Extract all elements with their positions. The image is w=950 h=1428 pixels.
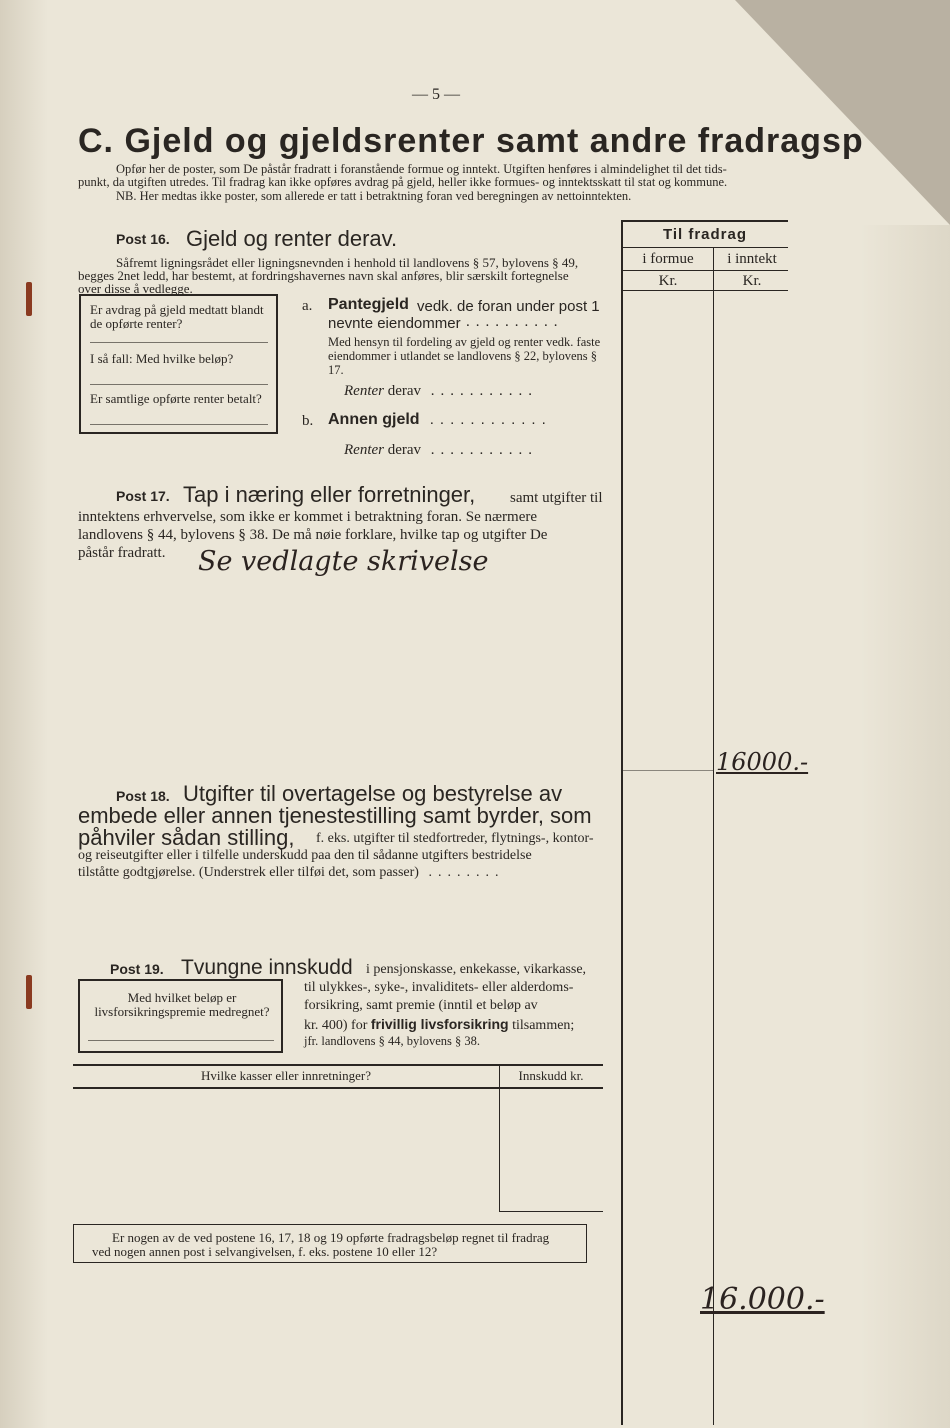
post16-label: Post 16. xyxy=(116,231,170,247)
post18-label: Post 18. xyxy=(116,788,170,804)
unit-kr-inntekt: Kr. xyxy=(742,273,762,289)
answer-line xyxy=(90,424,268,425)
page-number: — 5 — xyxy=(412,86,460,103)
post18-text-3: tilståtte godtgjørelse. (Understrek eller tilføi det, som passer) xyxy=(78,865,419,880)
post18-title-1: Utgifter til overtagelse og bestyrelse av xyxy=(183,781,563,806)
post17-handwritten-note: Se vedlagte skrivelse xyxy=(198,546,489,577)
post19-col-innskudd: Innskudd kr. xyxy=(518,1068,584,1083)
col-formue: i formue xyxy=(642,251,694,267)
post19-text-3: forsikring, samt premie (inntil et beløp av xyxy=(304,998,538,1013)
unit-kr-formue: Kr. xyxy=(658,273,678,289)
footer-line-2: ved nogen annen post i selvangivelsen, f. eks. postene 10 eller 12? xyxy=(92,1244,438,1259)
post19-table-top xyxy=(73,1064,603,1066)
binding-pin xyxy=(26,282,32,316)
post16-text-2: begges 2net ledd, har bestemt, at fordringshavernes navn skal anføres, blir særskilt fortegnelse xyxy=(78,268,569,283)
form-page: — 5 — C. Gjeld og gjeldsrenter samt andre fradragsp Opfør her de poster, som De påstår fradratt i foranstående formue og inntekt. Utgiften henføres i almindelighet til det tids- punkt, da utgiften utredes. Til fradrag kan ikke opføres avdrag på gjeld, heller ikke formues- og inntektsskatt til stat og kommune. NB. Her medtas ikke poster, som allerede er tatt i betraktning foran ved beregningen av nettoinntekten. Til fradrag i formue i inntekt Kr. Kr. Post 16. Gjeld og renter derav. Såfremt ligningsrådet eller ligningsnevnden i henhold til landlovens § 57, bylovens § 49, begges 2net ledd, har bestemt, at fordringshavernes navn skal anføres, blir særskilt fortegnelse over disse å vedlegge. Er avdrag på gjeld medtatt blandt de opførte renter? I så fall: Med hvilke beløp? Er samtlige opførte renter betalt? a. Pantegjeld vedk. de foran under post 1 nevnte eiendommer .......... Med hensyn til fordeling av gjeld og renter vedk. faste eiendommer i utlandet se landlovens § 22, bylovens § 17. Renter derav ........... b. Annen gjeld ............ Renter derav ........... Post 17. Tap i næring eller forretninger, samt utgifter til inntektens erhvervelse, som ikke er kommet i betraktning foran. Se nærmere landlovens § 44, bylovens § 38. De må nøie forklare, hvilke tap og utgifter De påstår fradratt. Se vedlagte skrivelse 16000.- Post 18. Utgifter til overtagelse og bestyrelse av embede eller annen tjenestestilling samt byrder, som påhviler sådan stilling, f. eks. utgifter til stedfortreder, flytnings-, kontor- og reiseutgifter eller i tilfelle underskudd paa den til sådanne utgifters bestridelse tilståtte godtgjørelse. (Understrek eller tilføi det, som passer) ........ Post 19. Tvungne innskudd i pensjonskasse, enkekasse, vikarkasse, til ulykkes-, syke-, invaliditets- eller alderdoms- forsikring, samt premie (inntil et beløp av kr. 400) for frivillig livsforsikring tilsammen; jfr. landlovens § 44, bylovens § 38. Med hvilket beløp er livsforsikringspremie medregnet? Hvilke kasser eller innretninger? Innskudd kr. Er nogen av de ved postene 16, 17, 18 og 19 opførte fradragsbeløp regnet til fradrag ved nogen annen post i selvangivelsen, f. eks. postene 10 eller 12? 16.000.- xyxy=(0,0,950,1428)
derav-a: derav xyxy=(387,383,422,399)
post19-text-5: jfr. landlovens § 44, bylovens § 38. xyxy=(304,1034,481,1048)
intro-line-1: Opfør her de poster, som De påstår fradratt i foranstående formue og inntekt. Utgiften henføres i almindelighet til det tids- xyxy=(116,162,727,176)
post17-text-2: inntektens erhvervelse, som ikke er kommet i betraktning foran. Se nærmere xyxy=(78,509,538,525)
col-inntekt: i inntekt xyxy=(727,251,777,267)
post18-title-2: embede eller annen tjenestestilling samt byrder, som xyxy=(78,803,592,828)
table-left-rule xyxy=(621,220,623,1425)
post18-text-1: f. eks. utgifter til stedfortreder, flytnings-, kontor- xyxy=(316,831,594,846)
post19-col-kasser: Hvilke kasser eller innretninger? xyxy=(200,1068,371,1083)
table-mid-rule xyxy=(713,247,714,1425)
section-title: C. Gjeld og gjeldsrenter samt andre fradragsp xyxy=(78,122,864,160)
post17-amount: 16000.- xyxy=(716,748,809,776)
post17-text-1: samt utgifter til xyxy=(510,490,603,506)
post19-text-4c: tilsammen; xyxy=(512,1018,575,1033)
intro-line-2: punkt, da utgiften utredes. Til fradrag kan ikke opføres avdrag på gjeld, heller ikke formues- og inntektsskatt til stat og kommune. xyxy=(78,175,728,189)
fradrag-table-title: Til fradrag xyxy=(662,226,748,243)
answer-line xyxy=(88,1040,274,1041)
table-rule xyxy=(622,290,788,291)
binding-pin xyxy=(26,975,32,1009)
total-amount: 16.000.- xyxy=(700,1282,825,1317)
post19-text-4b: frivillig livsforsikring xyxy=(370,1016,509,1032)
answer-line xyxy=(90,342,268,343)
renter-label-b: Renter xyxy=(344,442,384,458)
derav-b: derav xyxy=(387,442,422,458)
renter-label-a: Renter xyxy=(344,383,384,399)
footer-line-1: Er nogen av de ved postene 16, 17, 18 og 19 opførte fradragsbeløp regnet til fradrag xyxy=(112,1230,550,1245)
post16-text-3: over disse å vedlegge. xyxy=(78,281,193,296)
table-top-rule xyxy=(622,220,788,222)
post19-text-4a: kr. 400) for xyxy=(304,1018,368,1033)
post17-title: Tap i næring eller forretninger, xyxy=(183,482,476,507)
post19-table-rule xyxy=(73,1087,603,1089)
post19-label: Post 19. xyxy=(110,961,164,977)
table-rule xyxy=(622,247,788,248)
post16-title: Gjeld og renter derav. xyxy=(186,226,398,251)
item-a-text-2: nevnte eiendommer xyxy=(328,315,461,332)
binding-shadow xyxy=(0,0,48,1428)
post17-text-4: påstår fradratt. xyxy=(78,545,166,561)
item-a-text-1: vedk. de foran under post 1 xyxy=(417,298,600,315)
item-b-title: Annen gjeld xyxy=(328,411,420,428)
item-b-letter: b. xyxy=(302,413,314,429)
item-a-title: Pantegjeld xyxy=(328,296,409,313)
post16-question-2: I så fall: Med hvilke beløp? xyxy=(90,351,234,366)
post18-text-2: og reiseutgifter eller i tilfelle underskudd paa den til sådanne utgifters bestridelse xyxy=(78,848,532,863)
answer-line xyxy=(90,384,268,385)
page-edge-shadow xyxy=(860,225,950,1428)
post17-text-3: landlovens § 44, bylovens § 38. De må nøie forklare, hvilke tap og utgifter De xyxy=(78,527,548,543)
post19-text-2: til ulykkes-, syke-, invaliditets- eller alderdoms- xyxy=(304,980,574,995)
post19-table-divider xyxy=(499,1064,500,1212)
item-a-note: Med hensyn til fordeling av gjeld og renter vedk. faste eiendommer i utlandet se landlovens § 22, bylovens § 17. xyxy=(328,335,601,377)
post16-question-1: Er avdrag på gjeld medtatt blandt de opførte renter? xyxy=(90,302,264,331)
post19-table-bottom xyxy=(499,1211,603,1212)
post16-text-1: Såfremt ligningsrådet eller ligningsnevnden i henhold til landlovens § 57, bylovens § 49, xyxy=(116,255,579,270)
table-rule xyxy=(622,270,788,271)
post19-title: Tvungne innskudd xyxy=(181,956,353,979)
post16-question-3: Er samtlige opførte renter betalt? xyxy=(90,391,262,406)
post19-text-1: i pensjonskasse, enkekasse, vikarkasse, xyxy=(366,962,587,977)
post19-question: Med hvilket beløp er livsforsikringspremie medregnet? xyxy=(94,990,270,1019)
intro-line-3: NB. Her medtas ikke poster, som allerede er tatt i betraktning foran ved beregningen av nettoinntekten. xyxy=(116,189,632,203)
post18-title-3: påhviler sådan stilling, xyxy=(78,825,295,850)
table-rule xyxy=(622,770,714,771)
post17-label: Post 17. xyxy=(116,488,170,504)
item-a-letter: a. xyxy=(302,298,313,314)
